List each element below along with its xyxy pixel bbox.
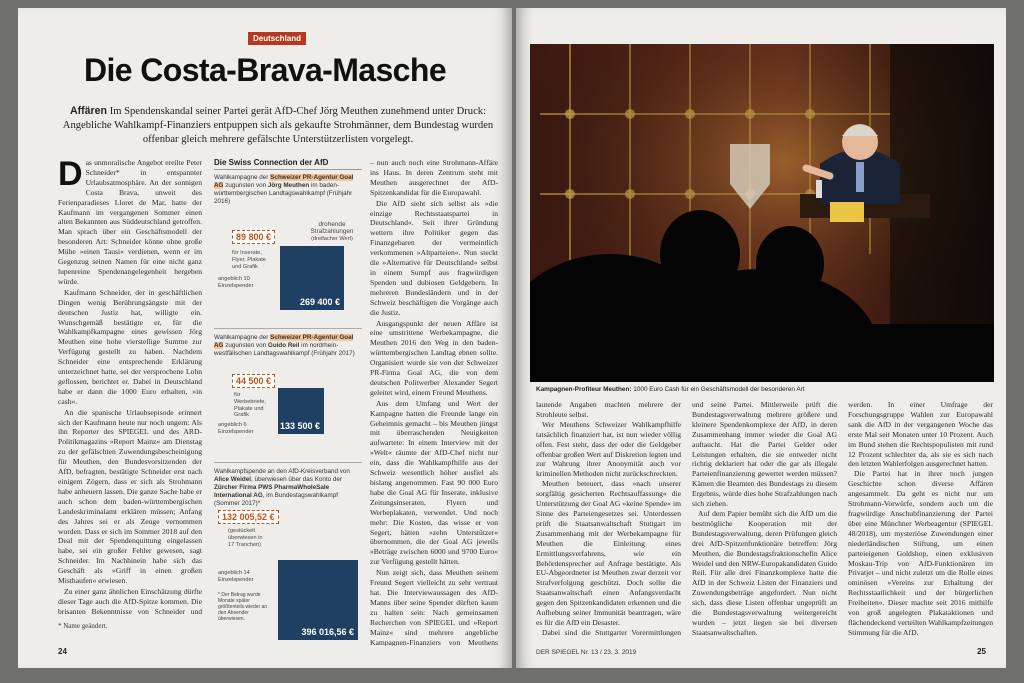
page-number: 24 — [58, 647, 67, 656]
headline: Die Costa-Brava-Masche — [83, 52, 447, 88]
section-intro: Wahlkampfspende an den AfD-Kreisverband von Alice Weidel, überwiesen über das Konto der Zürcher Firma PWS PharmaWholeSale International AG, im Bundestagswahlkampf (Sommer 2017)* — [214, 468, 350, 507]
paragraph: Nun zeigt sich, dass Meuthen seinem Freund Segert vielleicht zu sehr vertraut hat. Die Interviewaussagen des AfD-Manns über seine Spender dürften kaum zu halten sein: Nach gemeinsamen Recherchen von SPIEGEL und »Report Mainz« sind mehrere angebliche Kampagnen-Finanziers von Meuthens — [370, 568, 498, 646]
paragraph: Die Partei hat in ihrer noch jungen Geschichte schon diverse Affären angesammelt. Da geht es nicht nur um Strohmann-Vorwürfe, sondern auch um die fragwürdige Anschubfinanzierung der Partei über eine Münchner Werbeagentur (SPIEGEL 48/2018), um mysteriöse Zuwendungen einer niederländischen Stiftung, um einen parteieigenen Goldshop, einen exklusiven Moskau-Trip von AfD-Funktionären im Privatjet – und nicht zuletzt um die Rolle eines ominösen »Vereins zur Erhaltung der Rechtsstaatlichkeit und der bürgerlichen Freiheiten«. Dieser machte seit 2016 mithilfe von groß angelegten Plakataktionen und flächendeckend verteilten Wahlkampfzeitungen Stimmung für die AfD. — [848, 469, 993, 637]
value-label: für Werbebriefe, Plakate und Grafik — [234, 392, 266, 419]
paragraph: und seine Partei. Mittlerweile prüft die Bundestagsverwaltung mehrere größere und kleinere Spendenkomplexe der AfD, in deren Zusammenhang immer wieder die Goal AG auftaucht. Hat die Partei Gelder oder Leistungen erhalten, die sie entweder nicht richtig deklariert hat oder die gar als illegale Parteienfinanzierung gewertet werden müssen? Kämen die Beamten des Bundestags zu diesem Ergebnis, würde dies hohe Strafzahlungen nach sich ziehen. — [692, 400, 837, 509]
article-column-1 — [58, 158, 202, 618]
paragraph: Das unmoralische Angebot ereilte Peter Schneider* in entspannter Urlaubsatmosphäre. An der sonnigen Costa Brava, unweit des Ferienparadieses Lloret de Mar, hatte der Kaufmann im vergangenen Sommer einen alten Bekannten aus Süddeutschland getroffen. Man sprach über ein Geschäftsmodell der besonderen Art: Schneider könne ohne große Mühe »einen Tausi« verdienen, wenn er im Gegenzug seinen Namen für eine nicht ganz lupenreine Spendenangelegenheit hergeben würde. — [58, 158, 202, 286]
section-intro: Wahlkampagne der Schweizer PR-Agentur Goal AG zugunsten von Guido Reil im nordrhein-westfälischen Landtagswahlkampf (Frühjahr 2017) — [214, 334, 355, 357]
magazine-footer: DER SPIEGEL Nr. 13 / 23. 3. 2019 — [536, 649, 637, 656]
magazine-spread — [10, 8, 1010, 673]
article-photo — [530, 44, 994, 382]
value-tag: 132 005,52 € — [218, 510, 279, 524]
infobox-section-meuthen — [214, 174, 362, 324]
page-number: 25 — [977, 647, 986, 656]
divider — [214, 328, 362, 329]
article-column-5 — [692, 400, 837, 638]
paragraph: Meuthen beteuert, dass »nach unserer sorgfältig gesicherten Rechtsauffassung« die Unterstützung der Goal AG »keine Spende« im Sinne des Parteiengesetzes sei. Unterdessen prüft die Staatsanwaltschaft Stuttgart im Zusammenhang mit der Werbekampagne für Meuthen die Einleitung eines Ermittlungsverfahrens, wie ein Behördensprecher auf Anfrage bestätigte. Als EU-Abgeordneter ist Meuthen zwar derzeit vor Strafverfolgung geschützt. Doch sollte die Staatsanwaltschaft einen Anfangsverdacht gegen den Spitzenkandidaten erkennen und die Aufhebung seiner Immunität beantragen, wäre es für die AfD ein Desaster. — [536, 479, 681, 627]
paragraph: lautende Angaben machten mehrere der Strohleute selbst. — [536, 400, 681, 419]
lede-kicker: Affären — [69, 105, 108, 117]
donor-note: angeblich 14 Einzelspender — [218, 570, 254, 583]
dropcap: D — [58, 158, 83, 193]
paragraph: werden. In einer Umfrage der Forschungsgruppe Wahlen zur Europawahl sank die AfD in der vergangenen Woche das erste Mal seit Monaten unter 10 Prozent. Auch im Bund stehen die Rechtspopulisten mit rund 12 Prozent schlechter da, als sie es sich nach den letzten Wahlerfolgen ausgerechnet hatten. — [848, 400, 993, 469]
left-page — [18, 8, 512, 668]
paragraph: Wer Meuthens Schweizer Wahlkampfhilfe tatsächlich finanziert hat, ist nun wieder völlig offen. Fest steht, dass der oder die Geldgeber offenbar großen Wert auf Diskretion legten und zur Wahrung ihrer Anonymität auch vor kriminellen Methoden nicht zurückschreckten. — [536, 419, 681, 479]
infobox — [214, 158, 362, 648]
infobox-section-reil — [214, 334, 362, 458]
value-tag: 44 500 € — [232, 374, 275, 388]
infobox-section-weidel — [214, 468, 362, 648]
photo-illustration — [530, 44, 994, 382]
threat-label: drohende Strafzahlungen — [310, 221, 354, 235]
lede — [58, 104, 498, 147]
paragraph: Aus dem Umfang und Wert der Kampagne hatten die Freunde lange ein Geheimnis gemacht – bis Meuthen jüngst mit überraschenden Neuigkeiten aufwartete: In einem Interview mit der »Welt« räumte der AfD-Chef nicht nur ein, dass die Wahlkampfhilfe aus der Schweiz wesentlich höher ausfiel als bislang angenommen. Fast 90 000 Euro habe die Goal AG für Inserate, inklusive Zeitungsinseraten, Flyern und Werbeplakaten, verwendet. Und noch mehr: Die Kosten, das wisse er von Segert, hätten »zehn Unterstützer« übernommen, die der Goal AG jeweils »Beträge zwischen 6000 und 9700 Euro« zur Verfügung gestellt hätten. — [370, 398, 498, 567]
paragraph: – nun auch noch eine Strohmann-Affäre ins Haus. In deren Zentrum steht mit Meuthen ausgerechnet der AfD-Spitzenkandidat für die Europawahl. — [370, 158, 498, 197]
article-column-4 — [536, 400, 681, 638]
paragraph: An die spanische Urlaubsepisode erinnert sich der Kaufmann heute nur noch ungern: Als ihn Reporter des SPIEGEL und des ARD-Politikmagazins »Report Mainz« am Dienstag zu der gefälschten Zuwendungsbescheinigung für Meuthen, den Bundesvorsitzenden der AfD, befragten, bestätigte Schneider erst nach einigem Zögern, dass er sich als Strohmann habe anheuern lassen. Die ganze Sache habe er auch schon dem baden-württembergischen Landeskriminalamt erklären müssen; Anfang des Jahres sei er als Zeuge vernommen worden. Dass er sich im Sommer 2018 auf den Deal mit der Spendenquittung eingelassen habe, sei ein großer Fehler gewesen, sagt Schneider. Im Nachhinein habe sich das Geschäft als »Griff in einen großen Misthaufen« erwiesen. — [58, 407, 202, 586]
infobox-title: Die Swiss Connection der AfD — [214, 158, 362, 170]
threat-note: (dreifacher Wert) — [311, 236, 353, 242]
photo-caption: Kampagnen-Profiteur Meuthen: 1000 Euro Cash für ein Geschäftsmodell der besonderen Art — [536, 386, 805, 393]
paragraph: Ausgangspunkt der neuen Affäre ist eine umstrittene Werbekampagne, die Meuthen 2016 den Weg in den baden-württembergischen Landtag ebnen sollte. Organisiert wurde sie von der Schweizer PR-Firma Goal AG, die von dem deutschen Politwerber Alexander Segert geleitet wird, einem Freund Meuthens. — [370, 318, 498, 397]
paragraph: Zu einer ganz ähnlichen Einschätzung dürfte dieser Tage auch die AfD-Spitze kommen. Die brisanten Bekenntnisse von Schneider und — [58, 586, 202, 616]
penalty-square: 133 500 € — [278, 388, 324, 434]
penalty-square: 269 400 € — [280, 246, 344, 310]
lede-text: Im Spendenskandal seiner Partei gerät AfD-Chef Jörg Meuthen zunehmend unter Druck: Angebliche Wahlkampf-Finanziers entpuppen sich als gekaufte Strohmänner, dem Bundestag wurden offenbar gleich mehrere gefälschte Unterstützerlisten vorgelegt. — [62, 106, 494, 145]
penalty-square: 396 016,56 € — [278, 560, 358, 640]
box-footnote: * Der Betrag wurde Monate später größtenteils wieder an den Absender überwiesen. — [218, 592, 268, 622]
value-label: (gestückelt überwiesen in 17 Tranchen) — [228, 528, 263, 548]
section-intro: Wahlkampagne der Schweizer PR-Agentur Goal AG zugunsten von Jörg Meuthen im baden-württembergischen Landtagswahlkampf (Frühjahr 2016) — [214, 174, 354, 205]
value-tag: 89 800 € — [232, 230, 275, 244]
article-column-3 — [370, 158, 498, 646]
footnote: * Name geändert. — [58, 622, 108, 630]
donor-note: angeblich 6 Einzelspender — [218, 422, 254, 435]
article-column-6 — [848, 400, 993, 638]
paragraph: Die AfD sieht sich selbst als »die einzige Rechtsstaatspartei in Deutschland«. Seit ihrer Gründung wettern ihre Politiker gegen das Finanzgebaren der vermeintlich verkommenen »Altparteien«. Nun steckt die »Alternative für Deutschland« selbst in einem Sumpf aus fragwürdigen Spenden und dubiosen Geldgebern. In mehreren Bundesländern und in der Schweiz beschäftigen die Vorgänge auch die Justiz. — [370, 198, 498, 317]
paragraph: Auf dem Papier bemüht sich die AfD um die bestmögliche Kooperation mit der Bundestagsverwaltung, deren Prüfungen gleich drei AfD-Spitzenfunktionäre betreffen: Jörg Meuthen, die Bundestagsfraktionschefin Alice Weidel und den NRW-Europakandidaten Guido Reil. Für alle drei Finanzkomplexe hatte die AfD in der Schweiz Listen der Finanziers und Zuwendungsbeträge angefordert. Nun nicht sich, dass diese Listen offenbar ungeprüft an die Bundestagsverwaltung weitergereicht wurden – jetzt liegen sie bei diversen Staatsanwaltschaften. — [692, 508, 837, 637]
value-label: für Inserate, Flyer, Plakate und Grafik — [232, 250, 266, 270]
right-page — [516, 8, 1006, 668]
paragraph: Dabei sind die Stuttgarter Vorermittlungen — [542, 627, 681, 637]
section-tag: Deutschland — [248, 32, 306, 45]
donor-note: angeblich 10 Einzelspender — [218, 276, 254, 289]
paragraph: Kaufmann Schneider, der in geschäftlichen Dingen wenig Berührungsängste mit der deutschen Justiz hat, willigte ein. Wunschgemäß bestätigte er, für die Wahlkampfkampagne eines gewissen Jörg Meuthen eine hohe vierstellige Summe zur Verfügung gestellt zu haben. Nachdem Schneider eine entsprechende Erklärung unterzeichnet hatte, sei der versprochene Lohn geflossen, berichtet er. Dabei in Deutschland habe er dann die 1000 Euro erhalten, »in cash«. — [58, 287, 202, 406]
divider — [214, 462, 362, 463]
